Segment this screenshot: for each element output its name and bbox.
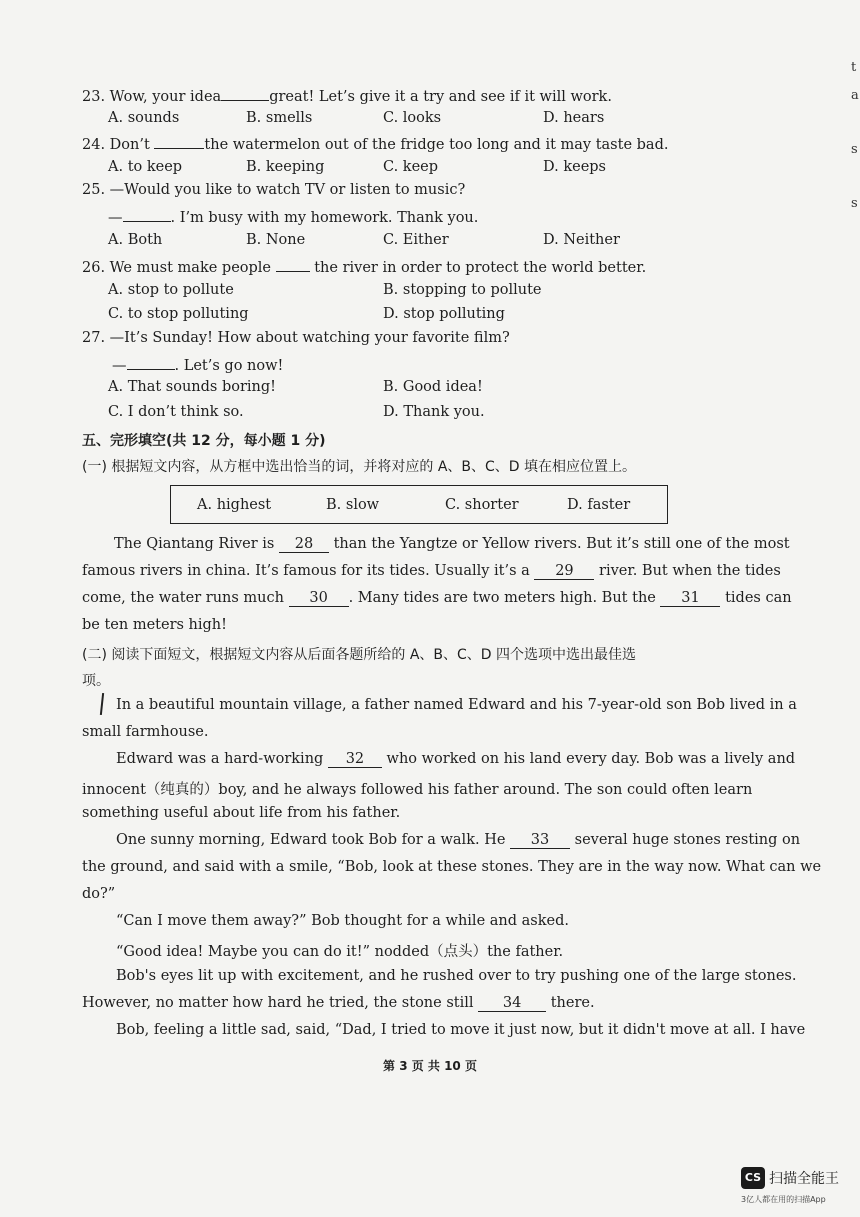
story-line-7: the ground, and said with a smile, “Bob, look at these stones. They are in the way now. What can we xyxy=(82,859,822,875)
question-27-line2: — . Let’s go now! xyxy=(112,355,283,374)
question-25: 25. —Would you like to watch TV or listen to music? xyxy=(82,182,466,198)
option-27-a: A. That sounds boring! xyxy=(108,379,276,395)
passage1-line4: be ten meters high! xyxy=(82,617,227,633)
story-line-5: something useful about life from his father. xyxy=(82,805,401,821)
passage1-line3: come, the water runs much 30 . Many tides are two meters high. But the 31 tides can xyxy=(82,590,792,606)
story-line-11: Bob's eyes lit up with excitement, and he rushed over to try pushing one of the large stones. xyxy=(116,968,797,984)
option-26-c: C. to stop polluting xyxy=(108,306,249,322)
option-24-d: D. keeps xyxy=(543,159,606,175)
option-25-d: D. Neither xyxy=(543,232,620,248)
story-line-13: Bob, feeling a little sad, said, “Dad, I tried to move it just now, but it didn't move at all. I have xyxy=(116,1022,806,1038)
scanner-name: 扫描全能王 xyxy=(769,1171,839,1187)
option-27-d: D. Thank you. xyxy=(383,404,485,420)
box-option-b: B. slow xyxy=(326,497,380,513)
word-box xyxy=(170,485,668,524)
option-27-c: C. I don’t think so. xyxy=(108,404,244,420)
blank-32[interactable]: 32 xyxy=(328,751,382,768)
option-26-d: D. stop polluting xyxy=(383,306,505,322)
passage1-line2: famous rivers in china. It’s famous for its tides. Usually it’s a 29 river. But when the tides xyxy=(82,563,781,579)
option-23-a: A. sounds xyxy=(108,110,180,126)
option-27-b: B. Good idea! xyxy=(383,379,483,395)
box-option-a: A. highest xyxy=(197,497,272,513)
section-title: 五、完形填空(共 12 分，每小题 1 分) xyxy=(82,433,326,449)
scanner-logo-icon: CS xyxy=(741,1167,765,1189)
part2-instruction-cont: 项。 xyxy=(82,673,110,689)
option-25-a: A. Both xyxy=(108,232,163,248)
story-line-2: small farmhouse. xyxy=(82,724,209,740)
question-25-line2: — . I’m busy with my homework. Thank you. xyxy=(108,207,478,226)
passage1-line1: The Qiantang River is 28 than the Yangtze or Yellow rivers. But it’s still one of the most xyxy=(114,536,790,552)
option-23-c: C. looks xyxy=(383,110,442,126)
edge-letter: s xyxy=(851,142,858,157)
story-line-9: “Can I move them away?” Bob thought for a while and asked. xyxy=(116,913,569,929)
blank-28[interactable]: 28 xyxy=(279,536,329,553)
blank-30[interactable]: 30 xyxy=(289,590,349,607)
blank-34[interactable]: 34 xyxy=(478,995,546,1012)
question-27: 27. —It’s Sunday! How about watching your favorite film? xyxy=(82,330,510,346)
option-24-a: A. to keep xyxy=(108,159,183,175)
blank-29[interactable]: 29 xyxy=(534,563,594,580)
option-26-b: B. stopping to pollute xyxy=(383,282,542,298)
option-25-c: C. Either xyxy=(383,232,449,248)
edge-letter: s xyxy=(851,196,858,211)
edge-letter: a xyxy=(851,88,859,103)
box-option-d: D. faster xyxy=(567,497,631,513)
box-option-c: C. shorter xyxy=(445,497,519,513)
option-24-c: C. keep xyxy=(383,159,439,175)
story-line-1: In a beautiful mountain village, a father named Edward and his 7-year-old son Bob lived in a xyxy=(116,697,797,713)
story-line-10: “Good idea! Maybe you can do it!” nodded（点头）the father. xyxy=(116,944,564,960)
blank-31[interactable]: 31 xyxy=(660,590,720,607)
story-line-3: Edward was a hard-working 32 who worked on his land every day. Bob was a lively and xyxy=(116,751,796,767)
question-26: 26. We must make people the river in order to protect the world better. xyxy=(82,257,646,276)
edge-letter: t xyxy=(851,60,857,75)
story-line-12: However, no matter how hard he tried, the stone still 34 there. xyxy=(82,995,595,1011)
blank-33[interactable]: 33 xyxy=(510,832,570,849)
option-23-d: D. hears xyxy=(543,110,605,126)
story-line-6: One sunny morning, Edward took Bob for a walk. He 33 several huge stones resting on xyxy=(116,832,801,848)
scanner-tagline: 3亿人都在用的扫描App xyxy=(741,1195,826,1204)
story-line-8: do?” xyxy=(82,886,116,902)
question-24: 24. Don’t the watermelon out of the fridge too long and it may taste bad. xyxy=(82,134,668,153)
question-23: 23. Wow, your idea great! Let’s give it a try and see if it will work. xyxy=(82,86,612,105)
page-footer: 第 3 页 共 10 页 xyxy=(383,1059,477,1073)
option-26-a: A. stop to pollute xyxy=(108,282,234,298)
option-24-b: B. keeping xyxy=(246,159,325,175)
option-25-b: B. None xyxy=(246,232,306,248)
option-23-b: B. smells xyxy=(246,110,313,126)
story-line-4: innocent（纯真的）boy, and he always followed his father around. The son could often learn xyxy=(82,782,753,798)
pen-mark xyxy=(100,693,104,715)
part2-instruction: (二) 阅读下面短文，根据短文内容从后面各题所给的 A、B、C、D 四个选项中选出最佳选 xyxy=(82,647,637,663)
part1-instruction: (一) 根据短文内容，从方框中选出恰当的词，并将对应的 A、B、C、D 填在相应位置上。 xyxy=(82,459,637,475)
